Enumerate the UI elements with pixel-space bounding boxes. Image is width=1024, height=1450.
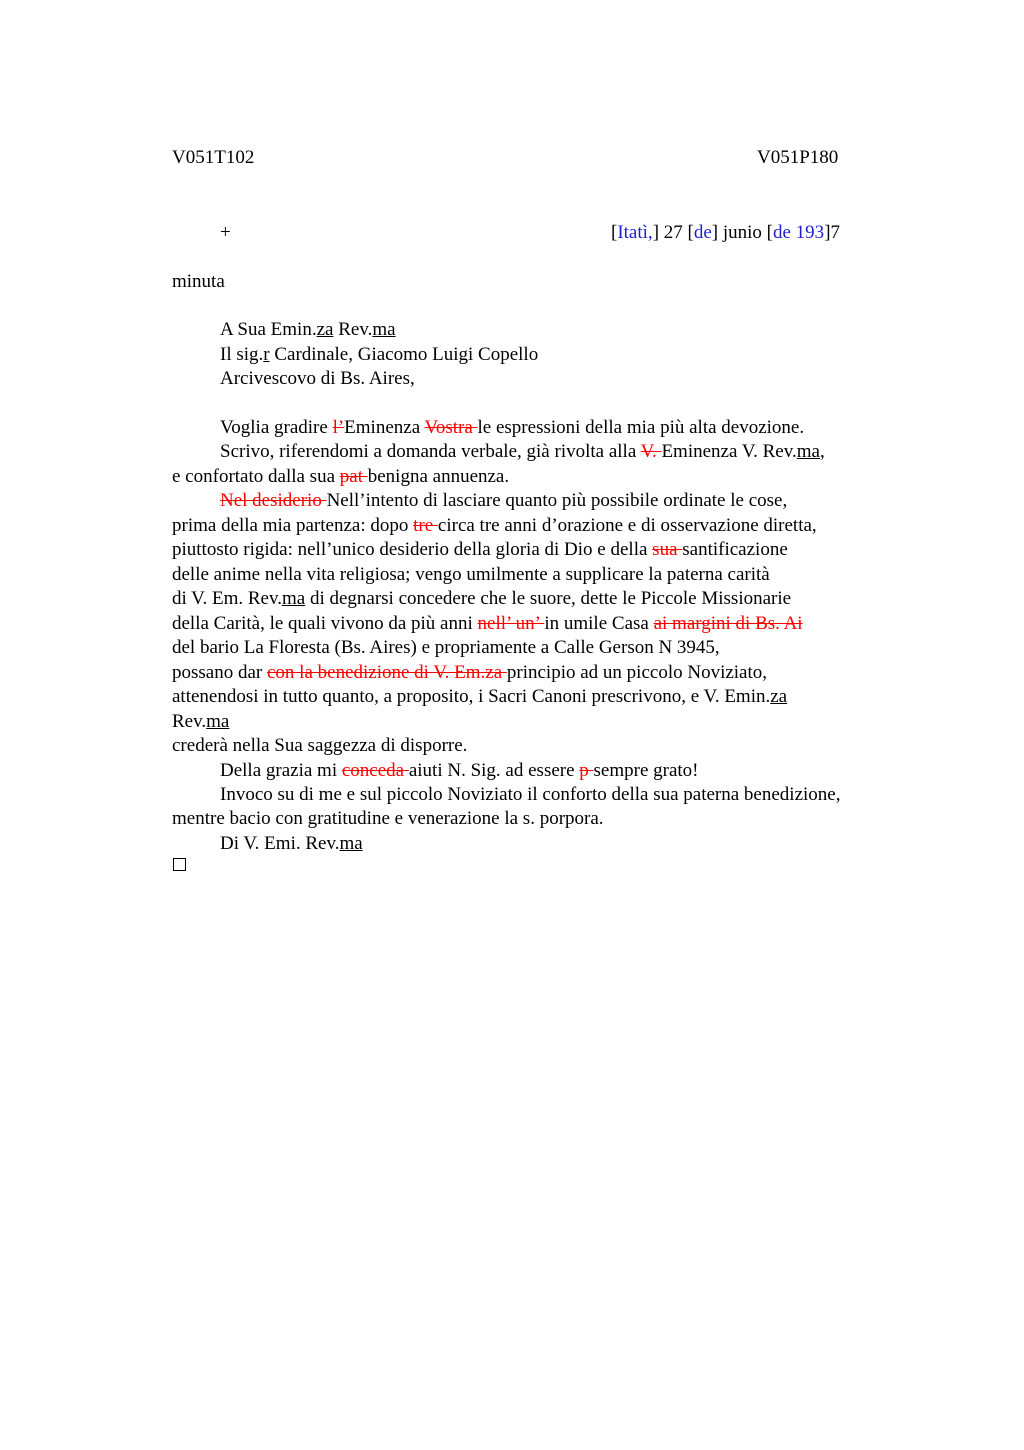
body-line-2: Scrivo, riferendomi a domanda verbale, già rivolta alla V. Eminenza V. Rev.ma, — [220, 441, 825, 462]
body-line-8: di V. Em. Rev.ma di degnarsi concedere che le suore, dette le Piccole Missionarie — [172, 588, 792, 609]
body-line-10: del bario La Floresta (Bs. Aires) e propriamente a Calle Gerson N 3945, — [172, 637, 720, 658]
body-line-12: attenendosi in tutto quanto, a proposito, i Sacri Canoni prescrivono, e V. Emin.za — [172, 686, 788, 707]
empty-box-symbol — [173, 858, 186, 871]
address-line-3: Arcivescovo di Bs. Aires, — [220, 368, 415, 389]
body-line-11: possano dar con la benedizione di V. Em.za principio ad un piccolo Noviziato, — [172, 662, 768, 683]
body-line-15: Della grazia mi conceda aiuti N. Sig. ad essere p sempre grato! — [220, 760, 699, 781]
editorial-de: de — [693, 222, 712, 243]
body-line-6: piuttosto rigida: nell’unico desiderio della gloria di Dio e della sua santificazione — [172, 539, 788, 560]
body-line-7: delle anime nella vita religiosa; vengo umilmente a supplicare la paterna carità — [172, 564, 770, 585]
closing-line: Di V. Emi. Rev.ma — [220, 833, 363, 854]
date-line: [Itatì,] 27 [de] junio [de 193]7 — [611, 222, 841, 243]
address-line-1: A Sua Emin.za Rev.ma — [220, 319, 396, 340]
document-code-left: V051T102 — [172, 147, 255, 168]
body-line-4: Nel desiderio Nell’intento di lasciare quanto più possibile ordinate le cose, — [220, 490, 788, 511]
body-line-14: crederà nella Sua saggezza di disporre. — [172, 735, 468, 756]
body-line-13: Rev.ma — [172, 711, 230, 732]
editorial-place: Itatì, — [617, 222, 653, 243]
cross-symbol: + — [220, 222, 231, 243]
body-line-5: prima della mia partenza: dopo tre circa tre anni d’orazione e di osservazione diretta, — [172, 515, 817, 536]
document-code-right: V051P180 — [757, 147, 839, 168]
body-line-3: e confortato dalla sua pat benigna annuenza. — [172, 466, 510, 487]
body-line-16: Invoco su di me e sul piccolo Noviziato il conforto della sua paterna benedizione, — [220, 784, 841, 805]
body-line-1: Voglia gradire l’Eminenza Vostra le espressioni della mia più alta devozione. — [220, 417, 805, 438]
address-line-2: Il sig.r Cardinale, Giacomo Luigi Copello — [220, 344, 539, 365]
minuta-label: minuta — [172, 271, 225, 292]
editorial-year: de 193 — [773, 222, 825, 243]
body-line-9: della Carità, le quali vivono da più anni nell’ un’ in umile Casa ai margini di Bs. Ai — [172, 613, 803, 634]
body-line-17: mentre bacio con gratitudine e venerazione la s. porpora. — [172, 808, 604, 829]
